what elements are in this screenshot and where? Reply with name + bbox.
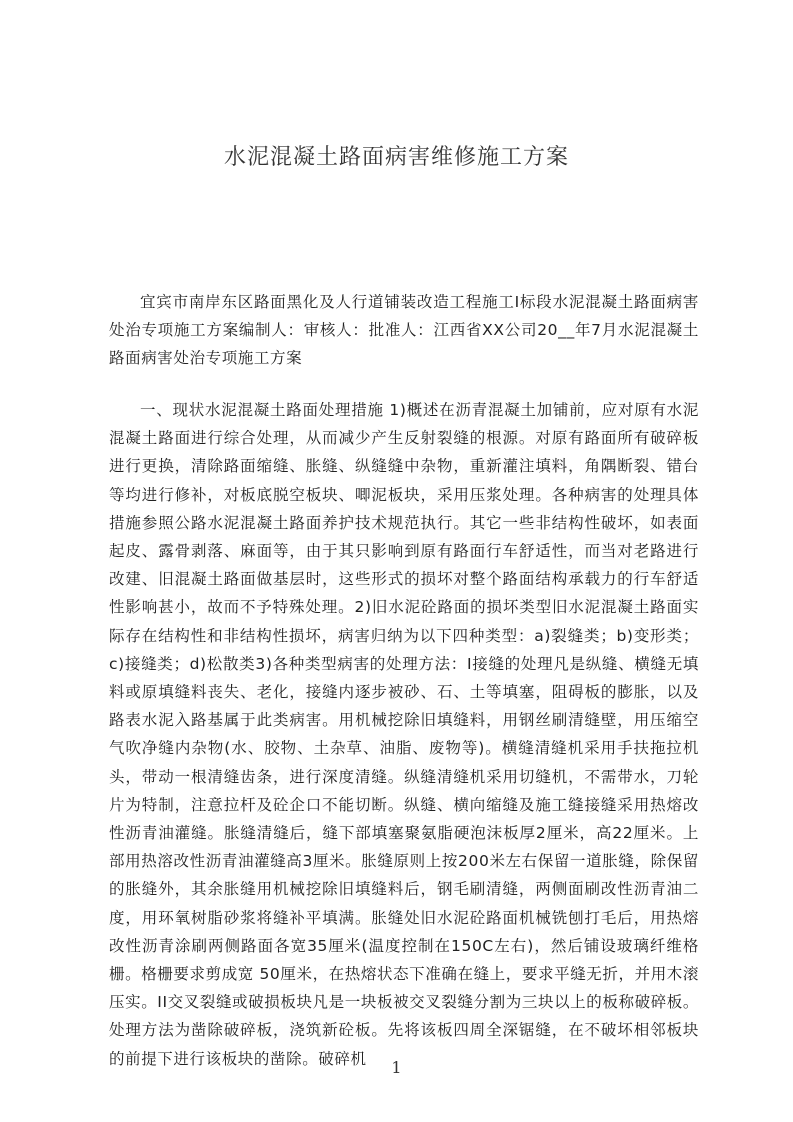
document-title: 水泥混凝土路面病害维修施工方案 bbox=[223, 145, 569, 170]
intro-paragraph: 宜宾市南岸东区路面黑化及人行道铺装改造工程施工Ⅰ标段水泥混凝土路面病害处治专项施工方案编制人：审核人：批准人：江西省XX公司20__年7月水泥混凝土路面病害处治专项施工方案 bbox=[109, 293, 699, 368]
body-paragraph: 一、现状水泥混凝土路面处理措施 1)概述在沥青混凝土加铺前，应对原有水泥混凝土路面进行综合处理，从而减少产生反射裂缝的根源。对原有路面所有破碎板进行更换，清除路面缩缝、胀缝、纵缝缝中杂物，重新灌注填料，角隅断裂、错台等均进行修补，对板底脱空板块、唧泥板块，采用压浆处理。各种病害的处理具体措施参照公路水泥混凝土路面养护技术规范执行。其它一些非结构性破坏，如表面起皮、露骨剥落、麻面等，由于其只影响到原有路面行车舒适性，而当对老路进行改建、旧混凝土路面做基层时，这些形式的损坏对整个路面结构承载力的行车舒适性影响甚小，故而不予特殊处理。2)旧水泥砼路面的损坏类型旧水泥混凝土路面实际存在结构性和非结构性损坏，病害归纳为以下四种类型：a)裂缝类；b)变形类；c)接缝类；d)松散类3)各种类型病害的处理方法：Ⅰ接缝的处理凡是纵缝、横缝无填料或原填缝料丧失、老化，接缝内逐步被砂、石、土等填塞，阻碍板的膨胀，以及路表水泥入路基属于此类病害。用机械挖除旧填缝料，用钢丝刷清缝壁，用压缩空气吹净缝内杂物(水、胶物、土杂草、油脂、废物等)。横缝清缝机采用手扶拖拉机头，带动一根清缝齿条，进行深度清缝。纵缝清缝机采用切缝机，不需带水，刀轮片为特制，注意拉杆及砼企口不能切断。纵缝、横向缩缝及施工缝接缝采用热熔改性沥青油灌缝。胀缝清缝后，缝下部填塞聚氨脂硬泡沫板厚2厘米，高22厘米。上部用热溶改性沥青油灌缝高3厘米。胀缝原则上按200米左右保留一道胀缝，除保留的胀缝外，其余胀缝用机械挖除旧填缝料后，钢毛刷清缝，两侧面刷改性沥青油二度，用环氧树脂砂浆将缝补平填满。胀缝处旧水泥砼路面机械铣刨打毛后，用热熔改性沥青涂刷两侧路面各宽35厘米(温度控制在150C左右)，然后铺设玻璃纤维格栅。格栅要求剪成宽 50厘米，在热熔状态下准确在缝上，要求平缝无折，并用木滚压实。II交叉裂缝或破损板块凡是一块板被交叉裂缝分割为三块以上的板称破碎板。处理方法为凿除破碎板，浇筑新砼板。先将该板四周全深锯缝，在不破坏相邻板块的前提下进行该板块的凿除。破碎机 bbox=[109, 401, 699, 1068]
page-number: 1 bbox=[391, 1058, 402, 1077]
